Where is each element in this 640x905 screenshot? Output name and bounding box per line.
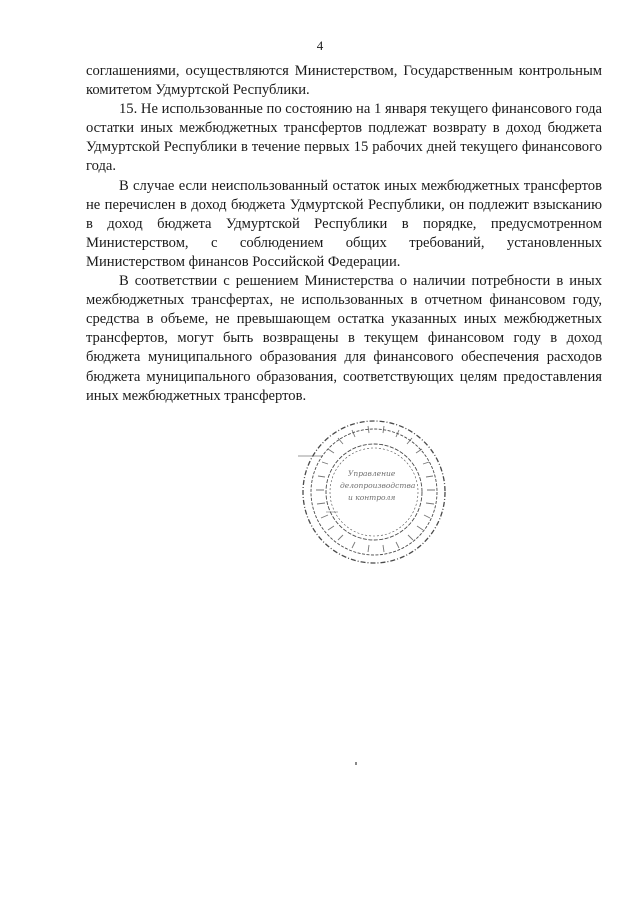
stamp-line-3: и контроля [348, 493, 396, 502]
paragraph-recovery: В случае если неиспользованный остаток иных межбюджетных трансфертов не перечислен в доход бюджета Удмуртской Республики, он подлежит взысканию в доход бюджета Удмуртской Республики в порядке, предусмотренном Министерством, с соблюдением общих требований, установленных Министерством финансов Российской Федерации. [86, 177, 602, 270]
paragraph-return: В соответствии с решением Министерства о наличии потребности в иных межбюджетных трансфертах, не использованных в отчетном финансовом году, средства в объеме, не превышающем остатка указанных иных межбюджетных трансфертов, могут быть возвращены в текущем финансовом году в доход бюджета муниципального образования для финансового обеспечения расходов бюджета муниципального образования, соответствующих целям предоставления иных межбюджетных трансфертов. [86, 273, 602, 404]
scan-dot [355, 762, 357, 765]
paragraph-item-15: 15. Не использованные по состоянию на 1 января текущего финансового года остатки иных межбюджетных трансфертов подлежат возврату в доход бюджета Удмуртской Республики в течение первых 15 рабочих дней текущего финансового года. [86, 101, 602, 175]
stamp-line-1: Управление [348, 469, 396, 478]
paragraph-continuation: соглашениями, осуществляются Министерством, Государственным контрольным комитетом Удмуртской Республики. [86, 63, 602, 99]
official-seal-stamp [298, 418, 448, 566]
stamp-line-2: делопроизводства [340, 481, 416, 490]
page-number: 4 [316, 38, 324, 53]
document-body [86, 62, 602, 406]
